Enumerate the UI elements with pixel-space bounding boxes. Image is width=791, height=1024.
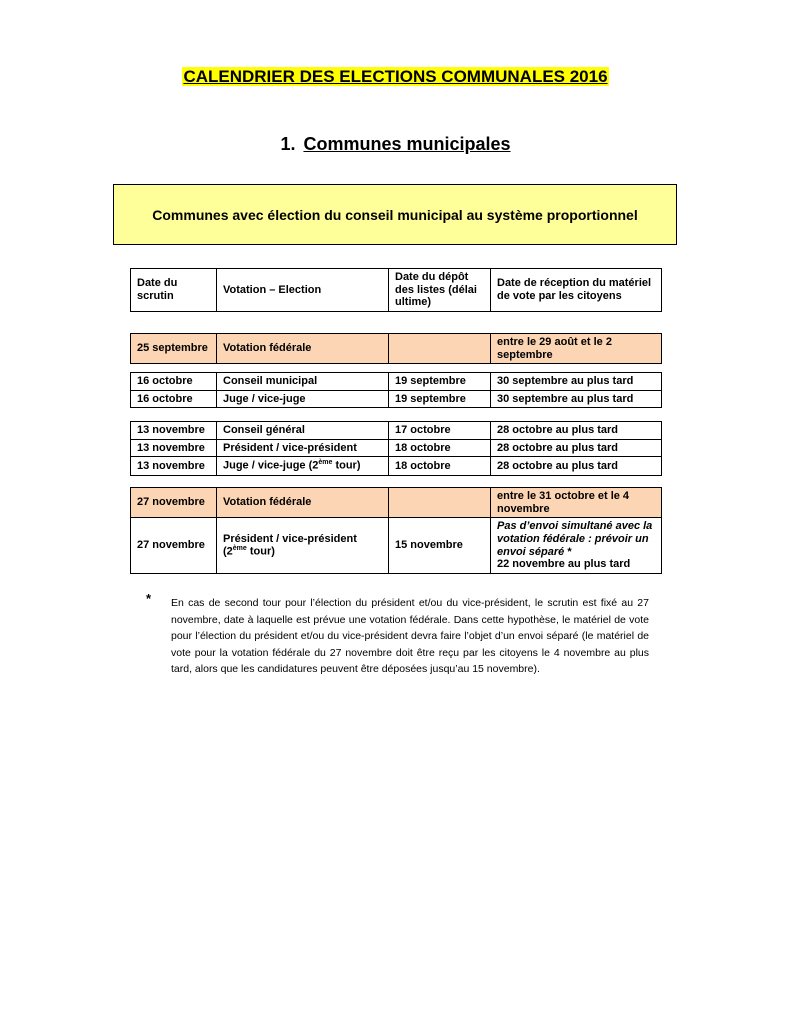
cell-election: Conseil municipal — [217, 373, 389, 391]
header-date-reception: Date de réception du matériel de vote par les citoyens — [491, 269, 662, 312]
header-row — [131, 269, 662, 312]
cell-date: 27 novembre — [131, 488, 217, 518]
cell-election: Président / vice-président — [217, 439, 389, 457]
superscript: ème — [318, 459, 333, 467]
cell-reception-note: Pas d’envoi simultané avec la votation fédérale : prévoir un envoi séparé — [497, 520, 653, 558]
cell-election-suffix: tour) — [246, 545, 275, 558]
document-title-text: CALENDRIER DES ELECTIONS COMMUNALES 2016 — [183, 67, 608, 86]
cell-depot: 19 septembre — [389, 373, 491, 391]
cell-depot — [389, 334, 491, 364]
cell-depot: 15 novembre — [389, 518, 491, 574]
cell-depot: 18 octobre — [389, 439, 491, 457]
cell-depot: 18 octobre — [389, 457, 491, 475]
cell-date: 16 octobre — [131, 373, 217, 391]
section-title: Communes municipales — [303, 134, 511, 154]
cell-depot: 17 octobre — [389, 422, 491, 440]
cell-date: 27 novembre — [131, 518, 217, 574]
section-heading — [0, 134, 791, 155]
table-group-october — [130, 372, 662, 408]
table-row — [131, 439, 662, 457]
table-row — [131, 334, 662, 364]
table-row — [131, 518, 662, 574]
footnote-marker: * — [146, 591, 152, 606]
section-number: 1. — [280, 134, 296, 154]
cell-election-text: Président / vice-président (2 — [223, 532, 357, 558]
header-date-scrutin: Date du scrutin — [131, 269, 217, 312]
cell-depot: 19 septembre — [389, 390, 491, 408]
footnote-text: En cas de second tour pour l’élection du président et/ou du vice-président, le scrutin est fixé au 27 novembre, date à laquelle est prévue une votation fédérale. Dans cette hypothèse, le matériel de vote pour l’élection du président et/ou du vice-président devra faire l’objet d’un envoi séparé (le matériel de vote pour la votation fédérale du 27 novembre doit être reçu par les citoyens le 4 novembre au plus tard, alors que les candidatures peuvent être déposées jusqu’au 15 novembre). — [171, 597, 649, 676]
document-title — [0, 67, 791, 87]
cell-reception: entre le 31 octobre et le 4 novembre — [491, 488, 662, 518]
cell-election: Votation fédérale — [217, 334, 389, 364]
cell-election: Juge / vice-juge — [217, 390, 389, 408]
info-box — [113, 184, 677, 245]
table-row — [131, 488, 662, 518]
cell-reception: 30 septembre au plus tard — [491, 390, 662, 408]
cell-date: 13 novembre — [131, 457, 217, 475]
cell-election — [217, 518, 389, 574]
table-group-september — [130, 333, 662, 364]
cell-election-suffix: tour) — [332, 459, 361, 472]
info-box-text: Communes avec élection du conseil municipal au système proportionnel — [152, 206, 638, 223]
table-group-november-27 — [130, 487, 662, 574]
cell-date: 16 octobre — [131, 390, 217, 408]
cell-reception-date: 22 novembre au plus tard — [497, 558, 631, 571]
table-row — [131, 390, 662, 408]
cell-date: 25 septembre — [131, 334, 217, 364]
cell-date: 13 novembre — [131, 422, 217, 440]
superscript: ème — [232, 545, 247, 553]
cell-reception: 28 octobre au plus tard — [491, 439, 662, 457]
table-row — [131, 373, 662, 391]
cell-election: Votation fédérale — [217, 488, 389, 518]
header-votation: Votation – Election — [217, 269, 389, 312]
cell-reception — [491, 518, 662, 574]
cell-depot — [389, 488, 491, 518]
cell-date: 13 novembre — [131, 439, 217, 457]
footnote-marker-ref: * — [564, 545, 572, 558]
cell-reception: 28 octobre au plus tard — [491, 457, 662, 475]
table-group-november-13 — [130, 421, 662, 476]
header-date-depot: Date du dépôt des listes (délai ultime) — [389, 269, 491, 312]
cell-election-text: Juge / vice-juge (2 — [223, 459, 319, 472]
table-row — [131, 422, 662, 440]
cell-election — [217, 457, 389, 475]
cell-reception: 28 octobre au plus tard — [491, 422, 662, 440]
cell-reception: 30 septembre au plus tard — [491, 373, 662, 391]
cell-reception: entre le 29 août et le 2 septembre — [491, 334, 662, 364]
header-table — [130, 268, 662, 312]
cell-election: Conseil général — [217, 422, 389, 440]
table-row — [131, 457, 662, 475]
